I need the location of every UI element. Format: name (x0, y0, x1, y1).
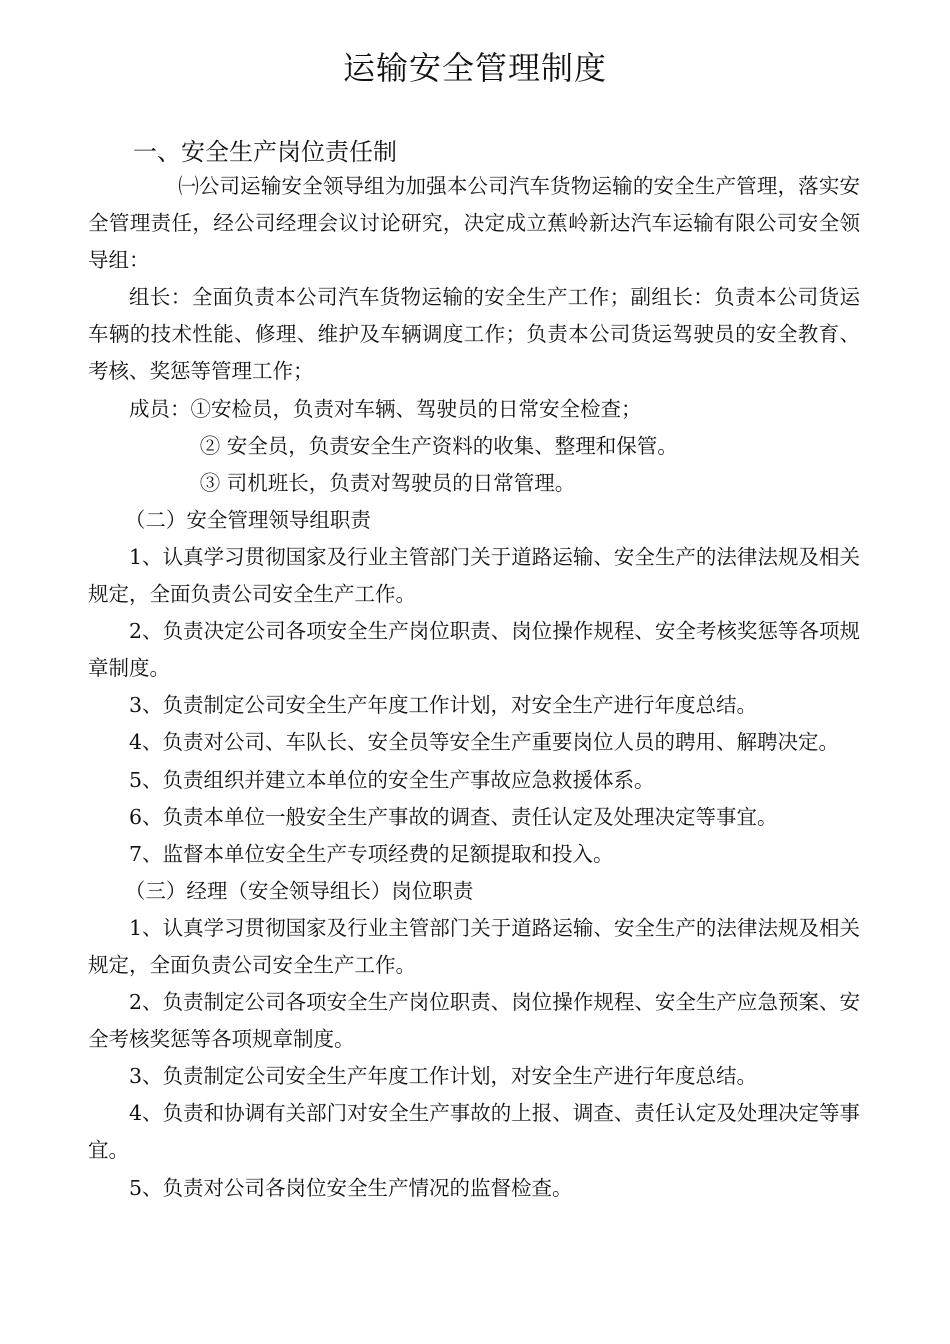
list-item: 2、负责决定公司各项安全生产岗位职责、岗位操作规程、安全考核奖惩等各项规章制度。 (88, 619, 860, 681)
subsection-heading: （三）经理（安全领导组长）岗位职责 (124, 878, 474, 903)
members-line: ③ 司机班长，负责对驾驶员的日常管理。 (199, 470, 576, 495)
document-body (88, 168, 860, 1207)
list-item: 4、负责和协调有关部门对安全生产事故的上报、调查、责任认定及处理决定等事宜。 (88, 1101, 860, 1163)
list-item: 7、监督本单位安全生产专项经费的足额提取和投入。 (129, 841, 614, 866)
list-item: 1、认真学习贯彻国家及行业主管部门关于道路运输、安全生产的法律法规及相关规定，全面负责公司安全生产工作。 (88, 544, 860, 607)
document-title: 运输安全管理制度 (342, 49, 607, 87)
section-heading: 一、安全生产岗位责任制 (133, 138, 397, 166)
subsection-heading: （二）安全管理领导组职责 (124, 507, 371, 532)
list-item: 4、负责对公司、车队长、安全员等安全生产重要岗位人员的聘用、解聘决定。 (129, 730, 840, 755)
list-item: 5、负责组织并建立本单位的安全生产事故应急救援体系。 (129, 767, 655, 792)
list-item: 5、负责对公司各岗位安全生产情况的监督检查。 (129, 1175, 573, 1200)
list-item: 2、负责制定公司各项安全生产岗位职责、岗位操作规程、安全生产应急预案、安全考核奖惩等各项规章制度。 (88, 990, 860, 1052)
list-item: 1、认真学习贯彻国家及行业主管部门关于道路运输、安全生产的法律法规及相关规定，全面负责公司安全生产工作。 (88, 915, 860, 977)
paragraph: ㈠公司运输安全领导组为加强本公司汽车货物运输的安全生产管理，落实安全管理责任，经公司经理会议讨论研究，决定成立蕉岭新达汽车运输有限公司安全领导组： (88, 174, 860, 273)
members-line: 成员：①安检员，负责对车辆、驾驶员的日常安全检查； (129, 396, 642, 421)
list-item: 3、负责制定公司安全生产年度工作计划，对安全生产进行年度总结。 (129, 1064, 758, 1089)
paragraph: 组长：全面负责本公司汽车货物运输的安全生产工作；副组长：负责本公司货运车辆的技术性能、修理、维护及车辆调度工作；负责本公司货运驾驶员的安全教育、考核、奖惩等管理工作； (88, 285, 860, 384)
list-item: 3、负责制定公司安全生产年度工作计划，对安全生产进行年度总结。 (129, 693, 758, 718)
list-item: 6、负责本单位一般安全生产事故的调查、责任认定及处理决定等事宜。 (129, 804, 778, 829)
members-line: ② 安全员，负责安全生产资料的收集、整理和保管。 (199, 433, 678, 458)
